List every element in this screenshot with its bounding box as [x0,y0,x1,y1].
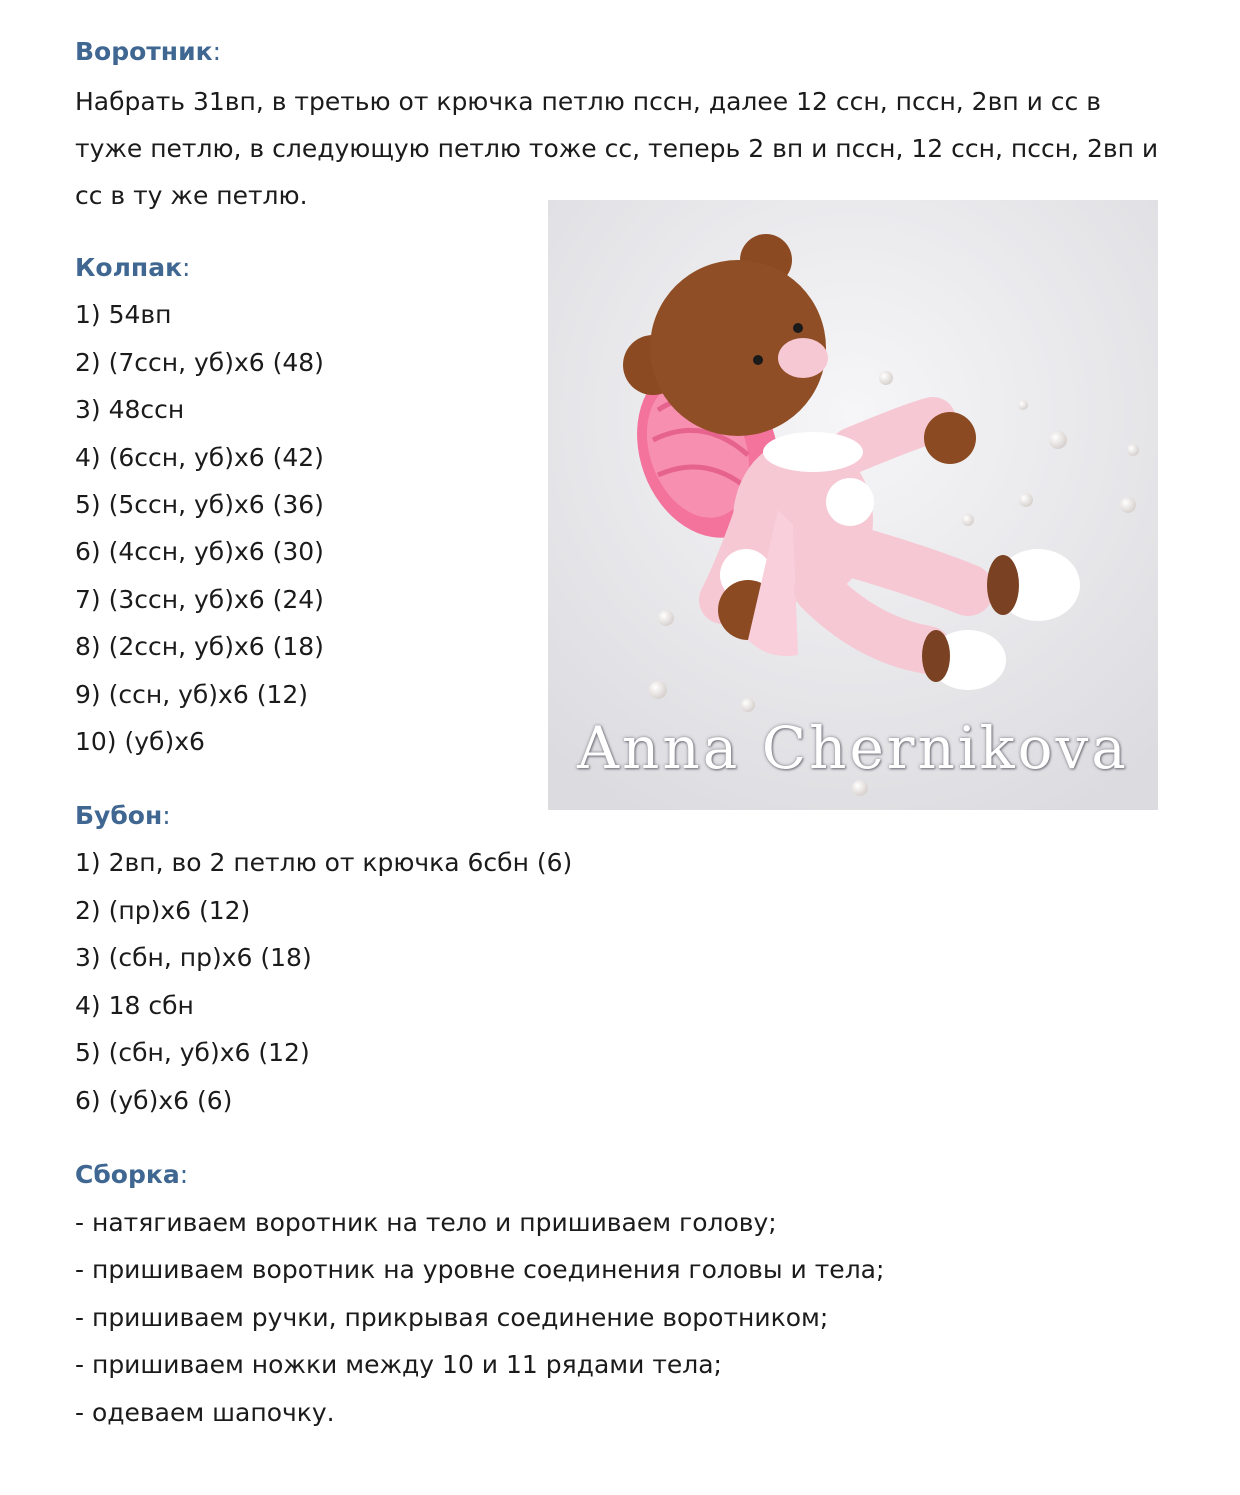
pompom-row: 2) (пр)х6 (12) [75,896,251,925]
assembly-step: - пришиваем воротник на уровне соединения головы и тела; [75,1255,885,1284]
pompom-row: 3) (сбн, пр)х6 (18) [75,943,312,972]
photo-watermark: Anna Chernikova [577,714,1129,782]
teddy-bear-photo [548,200,1158,810]
cap-row: 2) (7ссн, уб)х6 (48) [75,348,324,377]
assembly-step: - одеваем шапочку. [75,1398,335,1427]
cap-row: 7) (3ссн, уб)х6 (24) [75,585,324,614]
pompom-row: 1) 2вп, во 2 петлю от крючка 6сбн (6) [75,848,573,877]
collar-instructions: Набрать 31вп, в третью от крючка петлю пссн, далее 12 ссн, пссн, 2вп и сс в туже петлю, в следующую петлю тоже сс, теперь 2 вп и пссн, 12 ссн, пссн, 2вп и сс в ту же петлю. [75,87,1159,210]
cap-row: 9) (ссн, уб)х6 (12) [75,680,309,709]
assembly-step: - пришиваем ручки, прикрывая соединение воротником; [75,1303,829,1332]
cap-row: 4) (6ссн, уб)х6 (42) [75,443,324,472]
cap-row: 5) (5ссн, уб)х6 (36) [75,490,324,519]
assembly-step: - натягиваем воротник на тело и пришиваем голову; [75,1208,777,1237]
assembly-heading: Сборка: [75,1160,189,1189]
cap-row: 10) (уб)х6 [75,727,205,756]
cap-row: 3) 48ссн [75,395,185,424]
collar-heading: Воротник: [75,37,221,66]
pompom-row: 4) 18 сбн [75,991,194,1020]
pompom-row: 6) (уб)х6 (6) [75,1086,233,1115]
assembly-step: - пришиваем ножки между 10 и 11 рядами тела; [75,1350,722,1379]
cap-row: 1) 54вп [75,300,172,329]
cap-row: 8) (2ссн, уб)х6 (18) [75,632,324,661]
pompom-row: 5) (сбн, уб)х6 (12) [75,1038,310,1067]
cap-heading: Колпак: [75,253,191,282]
cap-row: 6) (4ссн, уб)х6 (30) [75,537,324,566]
pompom-heading: Бубон: [75,801,171,830]
